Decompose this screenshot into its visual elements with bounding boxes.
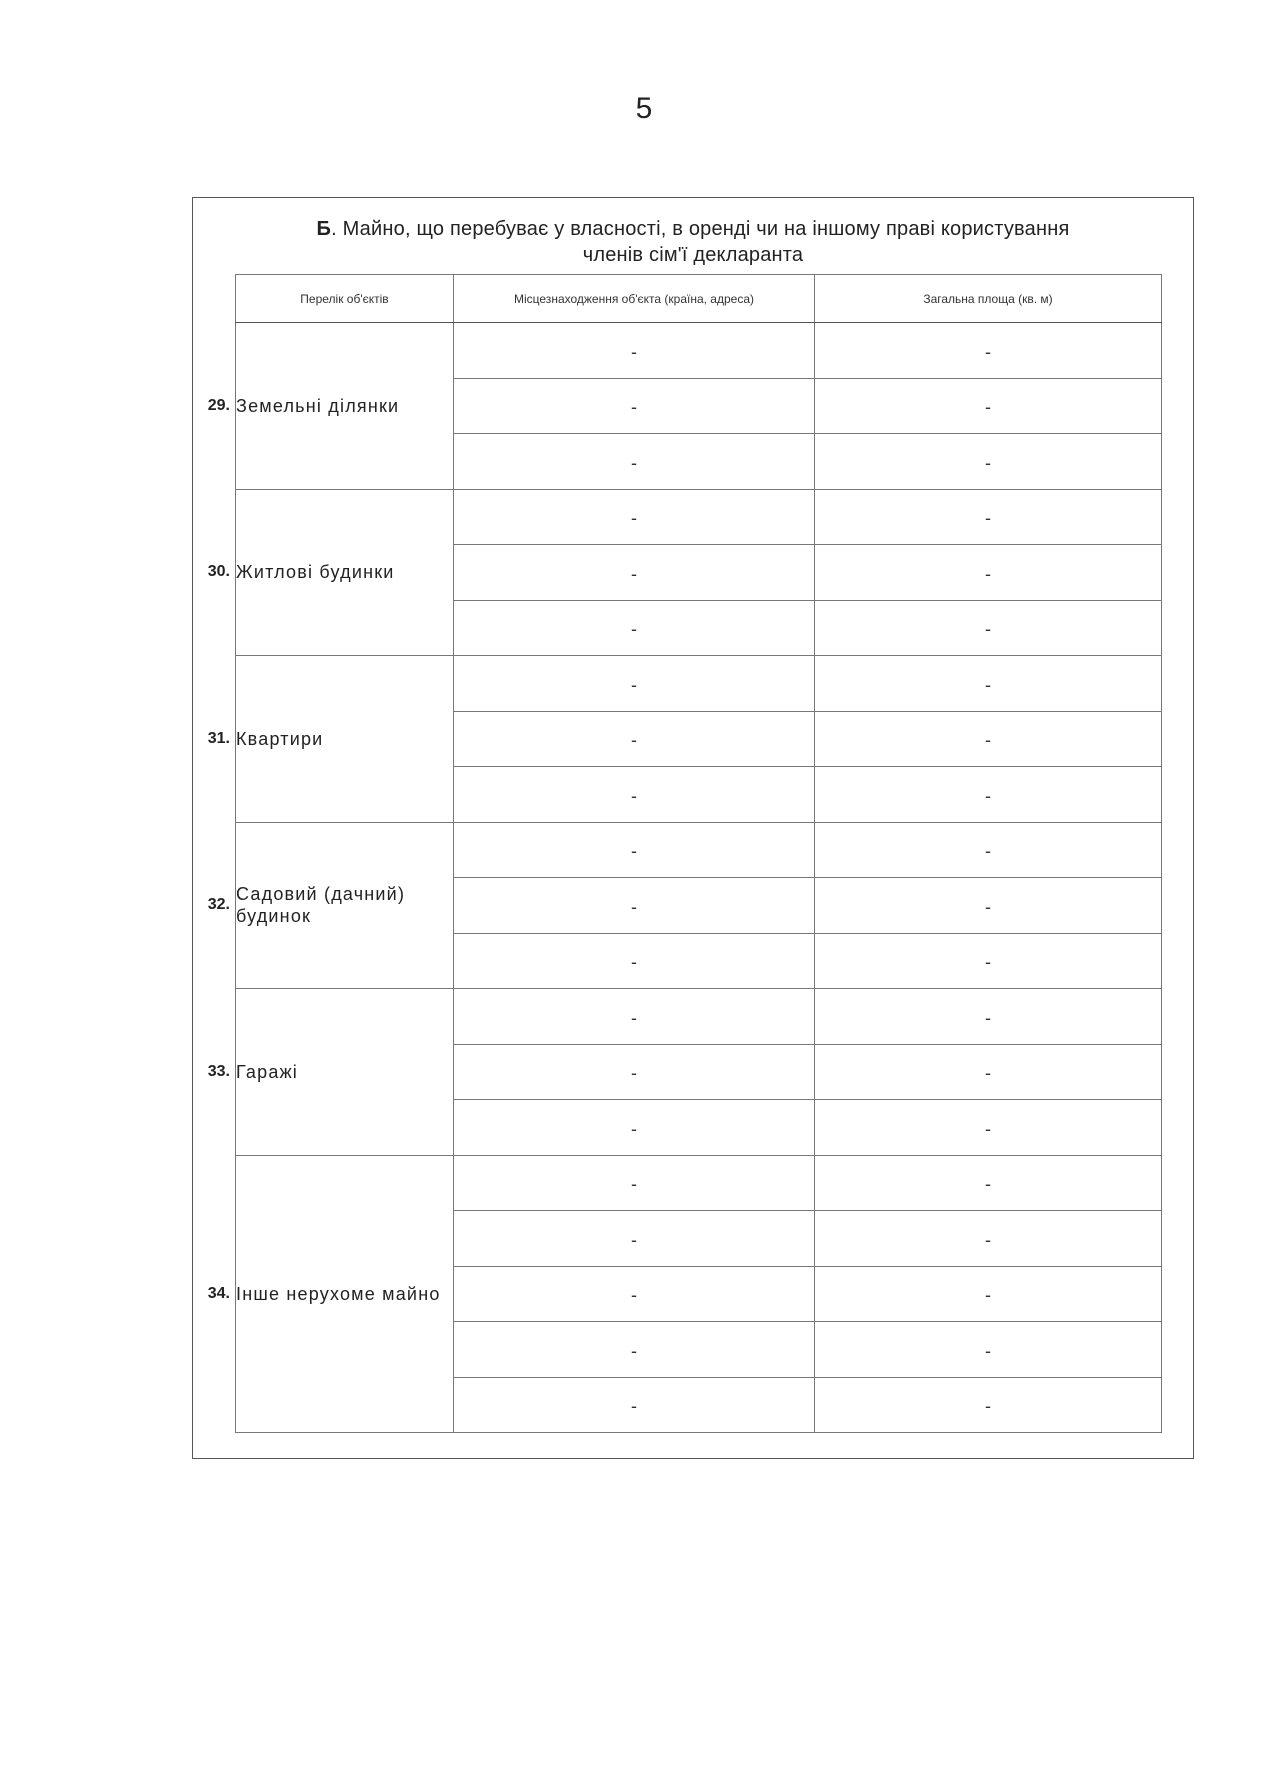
area-value: - bbox=[985, 1118, 991, 1139]
object-category-cell bbox=[207, 989, 454, 1156]
table-header-row bbox=[236, 275, 1162, 323]
location-cell bbox=[454, 1155, 815, 1211]
location-cell bbox=[454, 767, 815, 823]
object-category-cell bbox=[207, 489, 454, 656]
column-header-area: Загальна площа (кв. м) bbox=[815, 275, 1162, 323]
location-cell bbox=[454, 989, 815, 1045]
table-row bbox=[236, 489, 1162, 545]
location-value: - bbox=[631, 1229, 637, 1250]
location-cell bbox=[454, 1377, 815, 1433]
location-cell bbox=[454, 711, 815, 767]
object-category-label: Гаражі bbox=[236, 1061, 299, 1082]
area-cell bbox=[815, 1211, 1162, 1267]
location-value: - bbox=[631, 563, 637, 584]
location-cell bbox=[454, 822, 815, 878]
area-cell bbox=[815, 878, 1162, 934]
location-cell bbox=[454, 1211, 815, 1267]
location-value: - bbox=[631, 841, 637, 862]
object-category-cell bbox=[207, 1155, 454, 1433]
area-value: - bbox=[985, 1007, 991, 1028]
location-cell bbox=[454, 378, 815, 434]
location-value: - bbox=[631, 508, 637, 529]
location-value: - bbox=[631, 1285, 637, 1306]
section-title-line2: членів сім'ї декларанта bbox=[582, 244, 804, 266]
location-cell bbox=[454, 1044, 815, 1100]
area-value: - bbox=[985, 508, 991, 529]
location-value: - bbox=[631, 896, 637, 917]
location-value: - bbox=[631, 341, 637, 362]
section-title-line1: . Майно, що перебуває у власності, в оренді чи на іншому праві користування bbox=[331, 218, 1070, 240]
area-value: - bbox=[985, 952, 991, 973]
area-cell bbox=[815, 434, 1162, 490]
table-row bbox=[236, 989, 1162, 1045]
area-value: - bbox=[985, 1174, 991, 1195]
row-number: 29. bbox=[207, 396, 230, 414]
object-category-label: Інше нерухоме майно bbox=[236, 1283, 441, 1304]
row-number: 33. bbox=[207, 1062, 230, 1080]
area-cell bbox=[815, 1155, 1162, 1211]
area-value: - bbox=[985, 841, 991, 862]
area-value: - bbox=[985, 674, 991, 695]
location-value: - bbox=[631, 619, 637, 640]
location-cell bbox=[454, 1322, 815, 1378]
area-value: - bbox=[985, 785, 991, 806]
property-table bbox=[207, 274, 1162, 1433]
area-cell bbox=[815, 600, 1162, 656]
location-cell bbox=[454, 1100, 815, 1156]
location-cell bbox=[454, 434, 815, 490]
location-cell bbox=[454, 1266, 815, 1322]
area-cell bbox=[815, 378, 1162, 434]
area-cell bbox=[815, 489, 1162, 545]
location-value: - bbox=[631, 1396, 637, 1417]
row-number: 34. bbox=[207, 1284, 230, 1302]
area-cell bbox=[815, 1377, 1162, 1433]
area-cell bbox=[815, 822, 1162, 878]
location-value: - bbox=[631, 1063, 637, 1084]
area-value: - bbox=[985, 1396, 991, 1417]
row-number: 31. bbox=[207, 729, 230, 747]
object-category-cell bbox=[207, 656, 454, 823]
section-heading bbox=[193, 216, 1193, 268]
location-value: - bbox=[631, 1340, 637, 1361]
area-value: - bbox=[985, 563, 991, 584]
area-cell bbox=[815, 323, 1162, 379]
area-value: - bbox=[985, 397, 991, 418]
area-value: - bbox=[985, 730, 991, 751]
area-value: - bbox=[985, 1340, 991, 1361]
location-value: - bbox=[631, 452, 637, 473]
location-cell bbox=[454, 323, 815, 379]
location-value: - bbox=[631, 674, 637, 695]
area-cell bbox=[815, 545, 1162, 601]
location-value: - bbox=[631, 952, 637, 973]
column-header-objects: Перелік об'єктів bbox=[236, 275, 454, 323]
area-cell bbox=[815, 933, 1162, 989]
area-cell bbox=[815, 989, 1162, 1045]
location-cell bbox=[454, 545, 815, 601]
object-category-label: Житлові будинки bbox=[236, 562, 395, 583]
location-cell bbox=[454, 656, 815, 712]
location-cell bbox=[454, 489, 815, 545]
object-category-cell bbox=[207, 323, 454, 490]
area-cell bbox=[815, 1044, 1162, 1100]
area-value: - bbox=[985, 452, 991, 473]
declaration-section-frame bbox=[192, 197, 1194, 1459]
object-category-label: Садовий (дачний) будинок bbox=[236, 884, 406, 927]
table-row bbox=[236, 656, 1162, 712]
section-letter: Б bbox=[316, 218, 332, 240]
location-value: - bbox=[631, 730, 637, 751]
area-value: - bbox=[985, 1063, 991, 1084]
column-header-location: Місцезнаходження об'єкта (країна, адреса) bbox=[454, 275, 815, 323]
area-value: - bbox=[985, 619, 991, 640]
location-cell bbox=[454, 878, 815, 934]
object-category-cell bbox=[207, 822, 454, 989]
object-category-label: Земельні ділянки bbox=[236, 395, 400, 416]
area-value: - bbox=[985, 341, 991, 362]
area-cell bbox=[815, 656, 1162, 712]
row-number: 32. bbox=[207, 896, 230, 914]
area-cell bbox=[815, 767, 1162, 823]
area-value: - bbox=[985, 896, 991, 917]
row-number: 30. bbox=[207, 563, 230, 581]
area-cell bbox=[815, 1266, 1162, 1322]
table-row bbox=[236, 1155, 1162, 1211]
table-body bbox=[207, 323, 1162, 1433]
object-category-label: Квартири bbox=[236, 728, 324, 749]
location-value: - bbox=[631, 1007, 637, 1028]
location-value: - bbox=[631, 785, 637, 806]
location-value: - bbox=[631, 397, 637, 418]
location-cell bbox=[454, 600, 815, 656]
location-cell bbox=[454, 933, 815, 989]
area-cell bbox=[815, 1100, 1162, 1156]
area-value: - bbox=[985, 1285, 991, 1306]
table-row bbox=[236, 822, 1162, 878]
location-value: - bbox=[631, 1118, 637, 1139]
area-cell bbox=[815, 711, 1162, 767]
page-number: 5 bbox=[635, 92, 653, 125]
area-cell bbox=[815, 1322, 1162, 1378]
table-row bbox=[236, 323, 1162, 379]
area-value: - bbox=[985, 1229, 991, 1250]
location-value: - bbox=[631, 1174, 637, 1195]
